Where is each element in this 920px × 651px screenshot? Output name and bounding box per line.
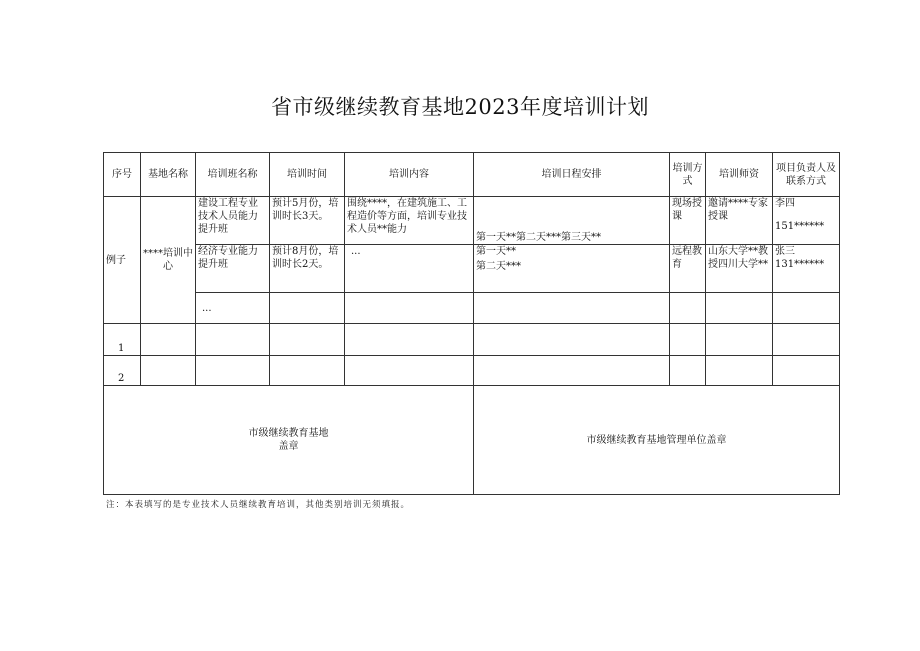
class-name-cell: 经济专业能力提升班 — [196, 245, 270, 293]
page-title: 省市级继续教育基地2023年度培训计划 — [271, 95, 649, 119]
schedule-cell — [474, 293, 670, 324]
schedule-cell — [474, 324, 670, 356]
training-plan-table — [103, 152, 840, 495]
header-method: 培训方式 — [670, 153, 706, 197]
header-schedule: 培训日程安排 — [474, 153, 670, 197]
teacher-cell: 山东大学**教授四川大学** — [706, 245, 773, 293]
base-seal-cell — [104, 386, 474, 495]
content-cell — [345, 293, 474, 324]
header-class-name: 培训班名称 — [196, 153, 270, 197]
footnote: 注：本表填写的是专业技术人员继续教育培训，其他类别培训无须填报。 — [106, 500, 411, 510]
class-name-cell — [196, 324, 270, 356]
header-base-name: 基地名称 — [141, 153, 196, 197]
teacher-cell — [706, 293, 773, 324]
header-content: 培训内容 — [345, 153, 474, 197]
schedule-line-1: 第一天** — [476, 246, 516, 257]
seal-row — [104, 386, 840, 495]
time-cell: 预计5月份，培训时长3天。 — [270, 197, 345, 245]
time-cell: 预计8月份，培训时长2天。 — [270, 245, 345, 293]
contact-cell — [773, 293, 840, 324]
table-row — [104, 324, 840, 356]
content-cell — [345, 324, 474, 356]
header-time: 培训时间 — [270, 153, 345, 197]
table-row — [104, 245, 840, 293]
header-teacher: 培训师资 — [706, 153, 773, 197]
method-cell: 远程教育 — [670, 245, 706, 293]
table-row — [104, 197, 840, 245]
time-cell — [270, 324, 345, 356]
content-cell: ... — [345, 245, 474, 293]
base-name-cell — [141, 324, 196, 356]
teacher-cell — [706, 324, 773, 356]
time-cell — [270, 293, 345, 324]
base-seal-label: 市级继续教育基地 — [248, 428, 329, 439]
contact-cell — [773, 245, 840, 293]
table-row — [104, 293, 840, 324]
contact-cell — [773, 197, 840, 245]
schedule-cell: 第一天**第二天***第三天** — [474, 197, 670, 245]
base-name-cell — [141, 356, 196, 386]
contact-name: 李四 — [775, 198, 795, 209]
time-cell — [270, 356, 345, 386]
class-name-cell: ... — [196, 293, 270, 324]
schedule-line-2: 第二天*** — [476, 261, 521, 272]
teacher-cell: 邀请****专家授课 — [706, 197, 773, 245]
contact-cell — [773, 324, 840, 356]
contact-cell — [773, 356, 840, 386]
content-cell — [345, 356, 474, 386]
schedule-cell — [474, 245, 670, 293]
class-name-cell: 建设工程专业技术人员能力提升班 — [196, 197, 270, 245]
example-seq-cell: 例子 — [104, 197, 141, 324]
method-cell: 现场授课 — [670, 197, 706, 245]
method-cell — [670, 324, 706, 356]
header-contact: 项目负责人及联系方式 — [773, 153, 840, 197]
header-row — [104, 153, 840, 197]
header-seq: 序号 — [104, 153, 141, 197]
management-seal-cell: 市级继续教育基地管理单位盖章 — [474, 386, 840, 495]
contact-phone: 131****** — [775, 259, 825, 270]
method-cell — [670, 293, 706, 324]
seq-cell: 1 — [104, 324, 141, 356]
contact-phone: 151****** — [775, 221, 825, 232]
content-cell: 围绕****，在建筑施工、工程造价等方面，培训专业技术人员**能力 — [345, 197, 474, 245]
example-base-name-cell: ****培训中心 — [141, 197, 196, 324]
teacher-cell — [706, 356, 773, 386]
table-row — [104, 356, 840, 386]
class-name-cell — [196, 356, 270, 386]
base-seal-stamp-label: 盖章 — [278, 441, 299, 452]
seq-cell: 2 — [104, 356, 141, 386]
contact-name: 张三 — [775, 246, 795, 257]
method-cell — [670, 356, 706, 386]
schedule-cell — [474, 356, 670, 386]
